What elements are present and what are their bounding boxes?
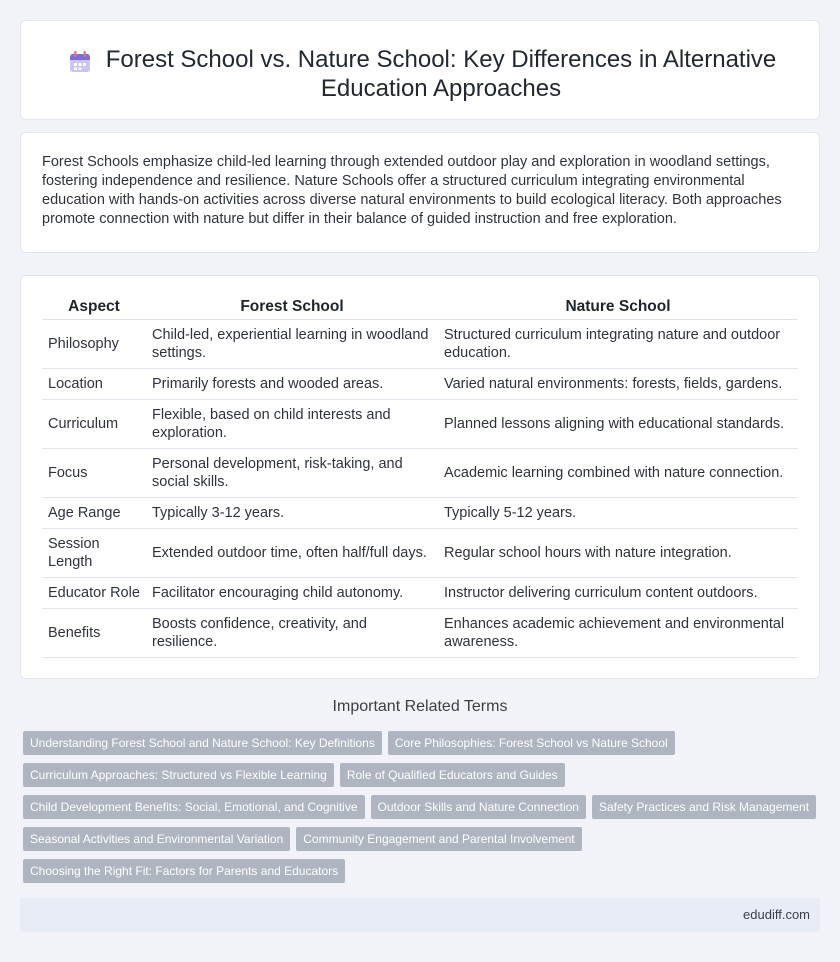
table-row bbox=[42, 498, 798, 529]
table-row bbox=[42, 609, 798, 658]
cell-aspect: Session Length bbox=[42, 529, 146, 578]
title-card bbox=[20, 20, 820, 120]
cell-aspect: Focus bbox=[42, 449, 146, 498]
cell-aspect: Benefits bbox=[42, 609, 146, 658]
cell-nature: Enhances academic achievement and environmental awareness. bbox=[438, 609, 798, 658]
cell-forest: Boosts confidence, creativity, and resilience. bbox=[146, 609, 438, 658]
cell-aspect: Educator Role bbox=[42, 578, 146, 609]
cell-nature: Structured curriculum integrating nature and outdoor education. bbox=[438, 320, 798, 369]
cell-nature: Academic learning combined with nature connection. bbox=[438, 449, 798, 498]
related-term-tag[interactable]: Outdoor Skills and Nature Connection bbox=[371, 795, 586, 819]
cell-aspect: Location bbox=[42, 369, 146, 400]
related-term-tag[interactable]: Safety Practices and Risk Management bbox=[592, 795, 816, 819]
cell-nature: Varied natural environments: forests, fields, gardens. bbox=[438, 369, 798, 400]
table-row bbox=[42, 578, 798, 609]
cell-aspect: Age Range bbox=[42, 498, 146, 529]
cell-forest: Primarily forests and wooded areas. bbox=[146, 369, 438, 400]
cell-nature: Instructor delivering curriculum content outdoors. bbox=[438, 578, 798, 609]
cell-aspect: Philosophy bbox=[42, 320, 146, 369]
cell-forest: Typically 3-12 years. bbox=[146, 498, 438, 529]
cell-forest: Facilitator encouraging child autonomy. bbox=[146, 578, 438, 609]
table-row bbox=[42, 369, 798, 400]
cell-forest: Child-led, experiential learning in woodland settings. bbox=[146, 320, 438, 369]
cell-forest: Flexible, based on child interests and exploration. bbox=[146, 400, 438, 449]
related-term-tag[interactable]: Core Philosophies: Forest School vs Nature School bbox=[388, 731, 675, 755]
related-term-tag[interactable]: Seasonal Activities and Environmental Variation bbox=[23, 827, 290, 851]
intro-paragraph: Forest Schools emphasize child-led learning through extended outdoor play and exploration in woodland settings, fostering independence and resilience. Nature Schools offer a structured curriculum integrating environmental education with hands-on activities across diverse natural environments to build ecological literacy. Both approaches promote connection with nature but differ in their balance of guided instruction and free exploration. bbox=[42, 154, 782, 227]
related-term-tag[interactable]: Choosing the Right Fit: Factors for Parents and Educators bbox=[23, 859, 345, 883]
cell-nature: Typically 5-12 years. bbox=[438, 498, 798, 529]
comparison-table bbox=[42, 294, 798, 658]
footer bbox=[20, 898, 820, 932]
related-term-tag[interactable]: Community Engagement and Parental Involvement bbox=[296, 827, 581, 851]
table-row bbox=[42, 320, 798, 369]
header-forest-school: Forest School bbox=[146, 294, 438, 320]
intro-card bbox=[20, 132, 820, 253]
calendar-icon bbox=[67, 49, 93, 75]
cell-aspect: Curriculum bbox=[42, 400, 146, 449]
cell-forest: Extended outdoor time, often half/full days. bbox=[146, 529, 438, 578]
related-terms-heading: Important Related Terms bbox=[332, 698, 508, 715]
related-terms-list bbox=[23, 731, 823, 891]
related-term-tag[interactable]: Understanding Forest School and Nature School: Key Definitions bbox=[23, 731, 382, 755]
title-wrap bbox=[21, 45, 819, 103]
cell-forest: Personal development, risk-taking, and social skills. bbox=[146, 449, 438, 498]
table-row bbox=[42, 449, 798, 498]
page-title: Forest School vs. Nature School: Key Differences in Alternative Education Approaches bbox=[105, 46, 777, 102]
table-header-row bbox=[42, 294, 798, 320]
header-nature-school: Nature School bbox=[438, 294, 798, 320]
table-row bbox=[42, 529, 798, 578]
comparison-table-card bbox=[20, 275, 820, 679]
related-term-tag[interactable]: Curriculum Approaches: Structured vs Flexible Learning bbox=[23, 763, 334, 787]
header-aspect: Aspect bbox=[42, 294, 146, 320]
related-term-tag[interactable]: Role of Qualified Educators and Guides bbox=[340, 763, 565, 787]
related-term-tag[interactable]: Child Development Benefits: Social, Emotional, and Cognitive bbox=[23, 795, 365, 819]
table-row bbox=[42, 400, 798, 449]
cell-nature: Planned lessons aligning with educational standards. bbox=[438, 400, 798, 449]
footer-site-link[interactable]: edudiff.com bbox=[743, 907, 810, 922]
cell-nature: Regular school hours with nature integration. bbox=[438, 529, 798, 578]
